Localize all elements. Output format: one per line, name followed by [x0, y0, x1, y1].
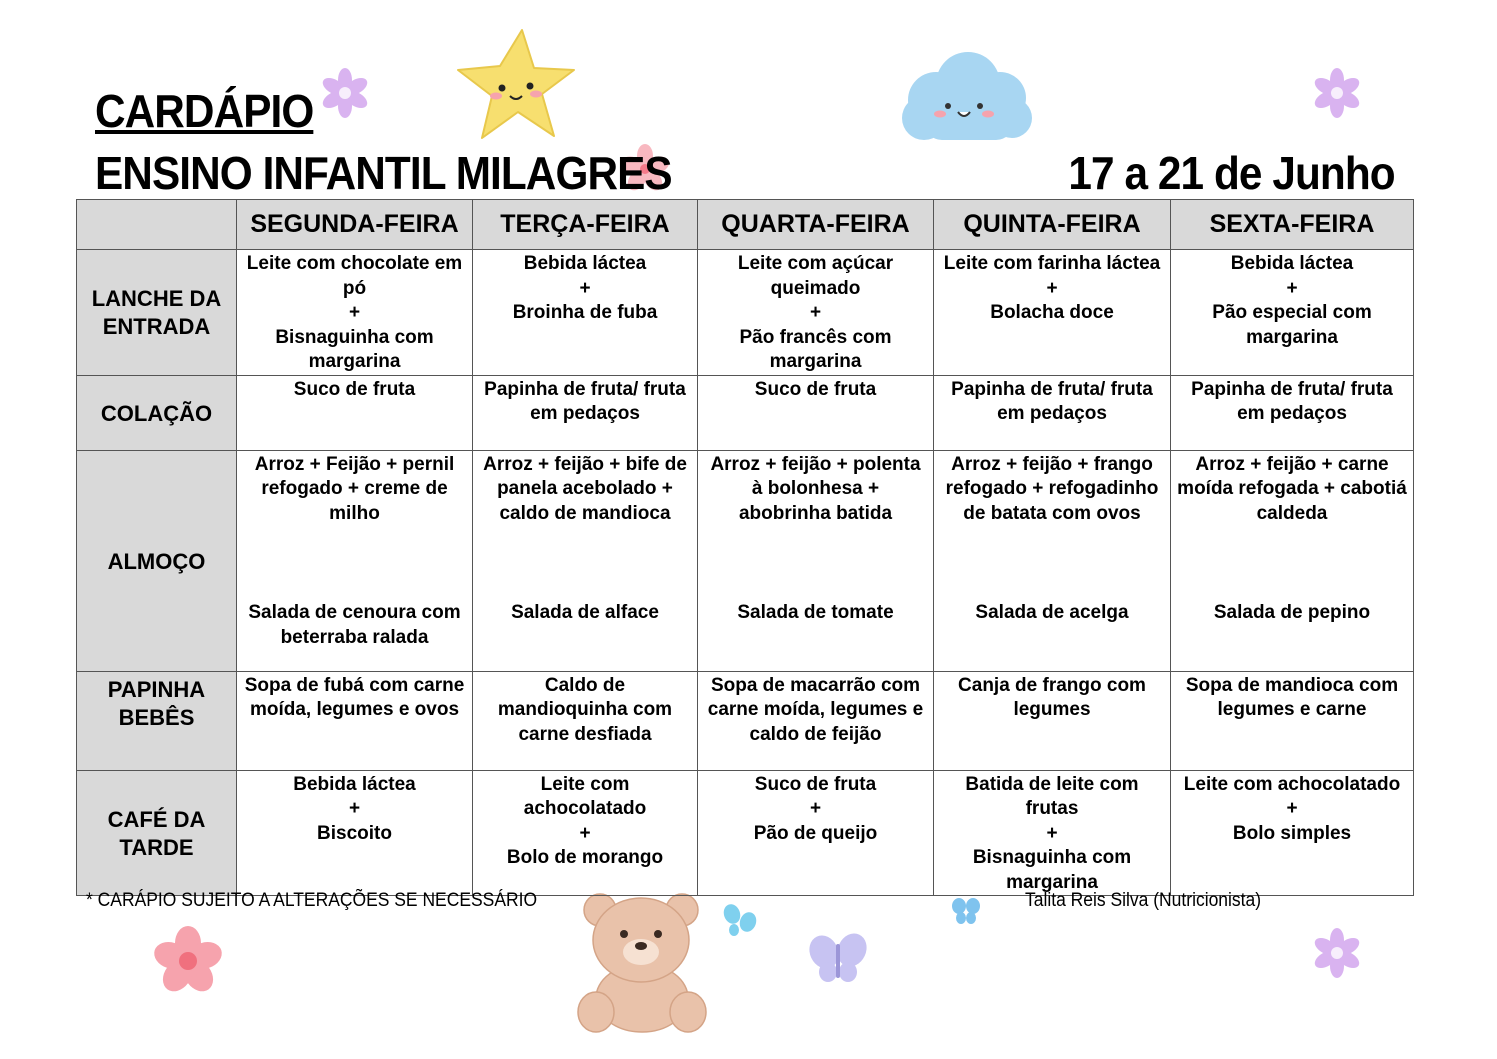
day-header: SEXTA-FEIRA — [1171, 200, 1414, 250]
menu-cell: Arroz + Feijão + pernil refogado + creme de milho Salada de cenoura com beterraba ralada — [237, 450, 473, 671]
menu-cell: Bebida láctea + Pão especial com margarina — [1171, 250, 1414, 376]
day-header: TERÇA-FEIRA — [473, 200, 698, 250]
table-row — [77, 770, 1414, 896]
menu-cell: Arroz + feijão + frango refogado + refogadinho de batata com ovos Salada de acelga — [934, 450, 1171, 671]
menu-cell: Sopa de macarrão com carne moída, legumes e caldo de feijão — [698, 671, 934, 770]
menu-cell: Papinha de fruta/ fruta em pedaços — [473, 375, 698, 450]
menu-table — [76, 199, 1414, 896]
table-header-row — [77, 200, 1414, 250]
meal-label: LANCHE DA ENTRADA — [77, 250, 237, 376]
menu-cell: Leite com achocolatado + Bolo de morango — [473, 770, 698, 896]
salad-text: Salada de tomate — [737, 602, 894, 623]
meal-label: COLAÇÃO — [77, 375, 237, 450]
menu-cell: Suco de fruta — [237, 375, 473, 450]
menu-cell: Papinha de fruta/ fruta em pedaços — [934, 375, 1171, 450]
salad-text: Salada de acelga — [975, 602, 1129, 623]
cloud-icon — [896, 48, 1036, 152]
flower-icon — [1310, 66, 1364, 120]
flower-icon — [1310, 926, 1364, 980]
corner-cell — [77, 200, 237, 250]
table-row — [77, 375, 1414, 450]
menu-cell: Arroz + feijão + bife de panela acebolado + caldo de mandioca Salada de alface — [473, 450, 698, 671]
flower-icon — [318, 66, 372, 120]
disclaimer-note: * CARÁPIO SUJEITO A ALTERAÇÕES SE NECESSÁRIO — [86, 890, 538, 911]
butterfly-icon — [722, 902, 760, 940]
meal-label: CAFÉ DA TARDE — [77, 770, 237, 896]
day-header: QUARTA-FEIRA — [698, 200, 934, 250]
menu-cell: Leite com açúcar queimado + Pão francês com margarina — [698, 250, 934, 376]
table-row — [77, 250, 1414, 376]
menu-cell: Leite com chocolate em pó + Bisnaguinha com margarina — [237, 250, 473, 376]
menu-cell: Leite com farinha láctea + Bolacha doce — [934, 250, 1171, 376]
salad-text: Salada de cenoura com beterraba ralada — [248, 602, 461, 648]
page-title: CARDÁPIO — [95, 85, 314, 137]
menu-cell: Batida de leite com frutas + Bisnaguinha com margarina — [934, 770, 1171, 896]
salad-text: Salada de alface — [511, 602, 659, 623]
menu-cell: Leite com achocolatado + Bolo simples — [1171, 770, 1414, 896]
butterfly-icon — [950, 896, 982, 926]
day-header: QUINTA-FEIRA — [934, 200, 1171, 250]
menu-cell: Bebida láctea + Biscoito — [237, 770, 473, 896]
menu-cell: Sopa de fubá com carne moída, legumes e ovos — [237, 671, 473, 770]
menu-cell: Papinha de fruta/ fruta em pedaços — [1171, 375, 1414, 450]
day-header: SEGUNDA-FEIRA — [237, 200, 473, 250]
menu-cell: Sopa de mandioca com legumes e carne — [1171, 671, 1414, 770]
table-row — [77, 450, 1414, 671]
school-name: ENSINO INFANTIL MILAGRES — [95, 147, 672, 199]
table-row — [77, 671, 1414, 770]
butterfly-icon — [806, 930, 870, 986]
date-range: 17 a 21 de Junho — [1068, 147, 1395, 199]
teddy-bear-icon — [574, 890, 710, 1036]
salad-text: Salada de pepino — [1213, 602, 1371, 623]
flower-icon — [144, 926, 232, 996]
menu-cell: Arroz + feijão + carne moída refogada + cabotiá caldeda Salada de pepino — [1171, 450, 1414, 671]
nutritionist-signature: Talita Reis Silva (Nutricionista) — [1025, 890, 1262, 911]
menu-cell: Caldo de mandioquinha com carne desfiada — [473, 671, 698, 770]
menu-cell: Bebida láctea + Broinha de fuba — [473, 250, 698, 376]
meal-label: PAPINHA BEBÊS — [77, 671, 237, 770]
star-icon — [452, 26, 578, 150]
meal-label: ALMOÇO — [77, 450, 237, 671]
menu-cell: Suco de fruta — [698, 375, 934, 450]
menu-cell: Arroz + feijão + polenta à bolonhesa + abobrinha batida Salada de tomate — [698, 450, 934, 671]
menu-cell: Suco de fruta + Pão de queijo — [698, 770, 934, 896]
menu-cell: Canja de frango com legumes — [934, 671, 1171, 770]
